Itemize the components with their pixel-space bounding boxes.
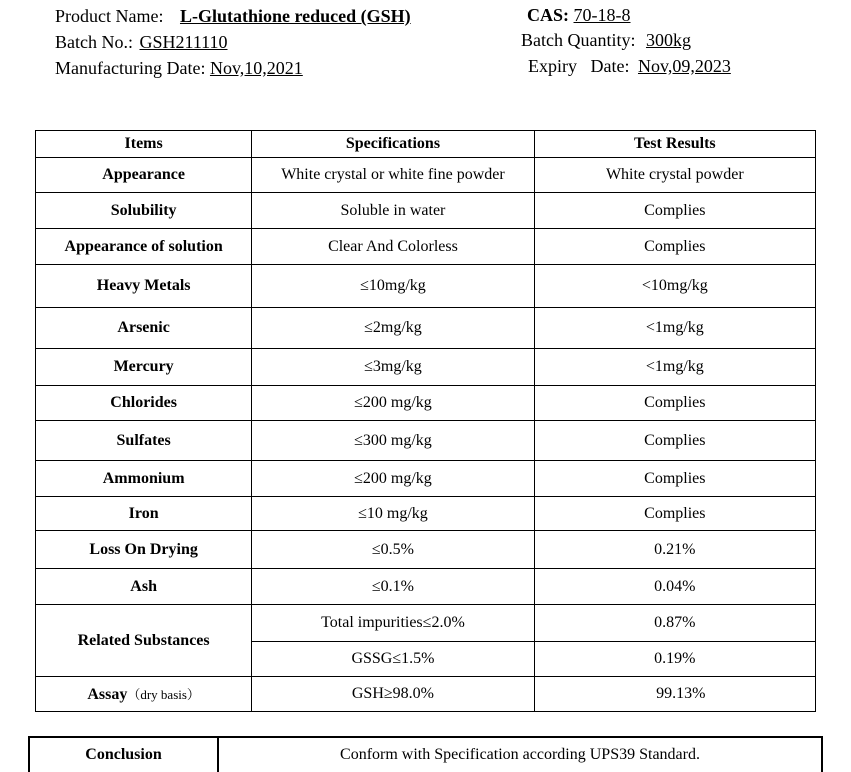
batch-qty-value: 300kg xyxy=(645,30,691,50)
row-spec: Soluble in water xyxy=(252,193,534,229)
row-result: White crystal powder xyxy=(534,158,815,193)
row-item: Heavy Metals xyxy=(36,265,252,308)
product-name-value: L-Glutathione reduced (GSH) xyxy=(179,6,411,26)
row-item: Iron xyxy=(36,497,252,531)
cas-label: CAS: xyxy=(527,5,570,25)
conclusion-label: Conclusion xyxy=(29,737,218,772)
row-item: Chlorides xyxy=(36,386,252,421)
table-row xyxy=(36,569,816,605)
cas-line xyxy=(527,4,639,26)
expiry-value: Nov,09,2023 xyxy=(637,56,731,76)
product-name-line xyxy=(55,5,411,27)
batch-no-line xyxy=(55,31,258,53)
table-row xyxy=(36,265,816,308)
conclusion-row xyxy=(29,737,822,772)
row-item: Mercury xyxy=(36,349,252,386)
row-item: Ammonium xyxy=(36,461,252,497)
row-spec: ≤0.1% xyxy=(252,569,534,605)
row-spec: ≤3mg/kg xyxy=(252,349,534,386)
conclusion-table xyxy=(28,736,823,772)
row-spec: Clear And Colorless xyxy=(252,229,534,265)
batch-qty-label: Batch Quantity: xyxy=(521,30,636,50)
row-result: <1mg/kg xyxy=(534,308,815,349)
batch-no-label: Batch No.: xyxy=(55,32,133,52)
cas-value: 70-18-8 xyxy=(573,5,631,25)
row-result: 0.04% xyxy=(534,569,815,605)
batch-no-value: GSH211110 xyxy=(139,32,228,52)
row-spec: GSSG≤1.5% xyxy=(252,642,534,677)
row-spec: ≤300 mg/kg xyxy=(252,421,534,461)
row-item: Ash xyxy=(36,569,252,605)
column-header-test-results: Test Results xyxy=(534,131,815,158)
table-row xyxy=(36,497,816,531)
row-result: 0.19% xyxy=(534,642,815,677)
table-row xyxy=(36,386,816,421)
row-item: Solubility xyxy=(36,193,252,229)
table-row-assay xyxy=(36,677,816,712)
row-result: Complies xyxy=(534,497,815,531)
mfg-date-line xyxy=(55,57,303,79)
row-spec: ≤10mg/kg xyxy=(252,265,534,308)
expiry-label: Expiry Date: xyxy=(528,56,630,76)
assay-note: （dry basis） xyxy=(127,687,200,702)
row-result: 0.21% xyxy=(534,531,815,569)
table-row xyxy=(36,461,816,497)
row-spec: Total impurities≤2.0% xyxy=(252,605,534,642)
table-row xyxy=(36,193,816,229)
assay-label: Assay xyxy=(87,686,128,703)
table-row xyxy=(36,229,816,265)
row-result: <1mg/kg xyxy=(534,349,815,386)
table-row-related xyxy=(36,605,816,642)
row-spec: ≤0.5% xyxy=(252,531,534,569)
row-result: 99.13% xyxy=(534,677,815,712)
row-result: 0.87% xyxy=(534,605,815,642)
row-spec: ≤200 mg/kg xyxy=(252,386,534,421)
row-spec: ≤10 mg/kg xyxy=(252,497,534,531)
row-spec: GSH≥98.0% xyxy=(252,677,534,712)
row-spec: ≤2mg/kg xyxy=(252,308,534,349)
row-item: Appearance of solution xyxy=(36,229,252,265)
row-result: Complies xyxy=(534,421,815,461)
row-item: Arsenic xyxy=(36,308,252,349)
table-header-row xyxy=(36,131,816,158)
row-result: Complies xyxy=(534,229,815,265)
table-row xyxy=(36,421,816,461)
conclusion-text: Conform with Specification according UPS39 Standard. xyxy=(218,737,822,772)
specification-table xyxy=(35,130,816,712)
row-item: Loss On Drying xyxy=(36,531,252,569)
table-row xyxy=(36,308,816,349)
mfg-date-value: Nov,10,2021 xyxy=(209,58,303,78)
column-header-specifications: Specifications xyxy=(252,131,534,158)
mfg-date-label: Manufacturing Date: xyxy=(55,58,206,78)
row-item: Appearance xyxy=(36,158,252,193)
row-result: Complies xyxy=(534,386,815,421)
table-row xyxy=(36,349,816,386)
row-result: Complies xyxy=(534,193,815,229)
row-result: Complies xyxy=(534,461,815,497)
row-spec: ≤200 mg/kg xyxy=(252,461,534,497)
table-row xyxy=(36,158,816,193)
row-item: Sulfates xyxy=(36,421,252,461)
row-spec: White crystal or white fine powder xyxy=(252,158,534,193)
row-item-related-substances: Related Substances xyxy=(36,605,252,677)
batch-qty-line xyxy=(521,29,709,51)
column-header-items: Items xyxy=(36,131,252,158)
expiry-line xyxy=(528,55,739,77)
row-item-assay xyxy=(36,677,252,712)
product-name-label: Product Name: xyxy=(55,6,164,26)
table-row xyxy=(36,531,816,569)
row-result: <10mg/kg xyxy=(534,265,815,308)
